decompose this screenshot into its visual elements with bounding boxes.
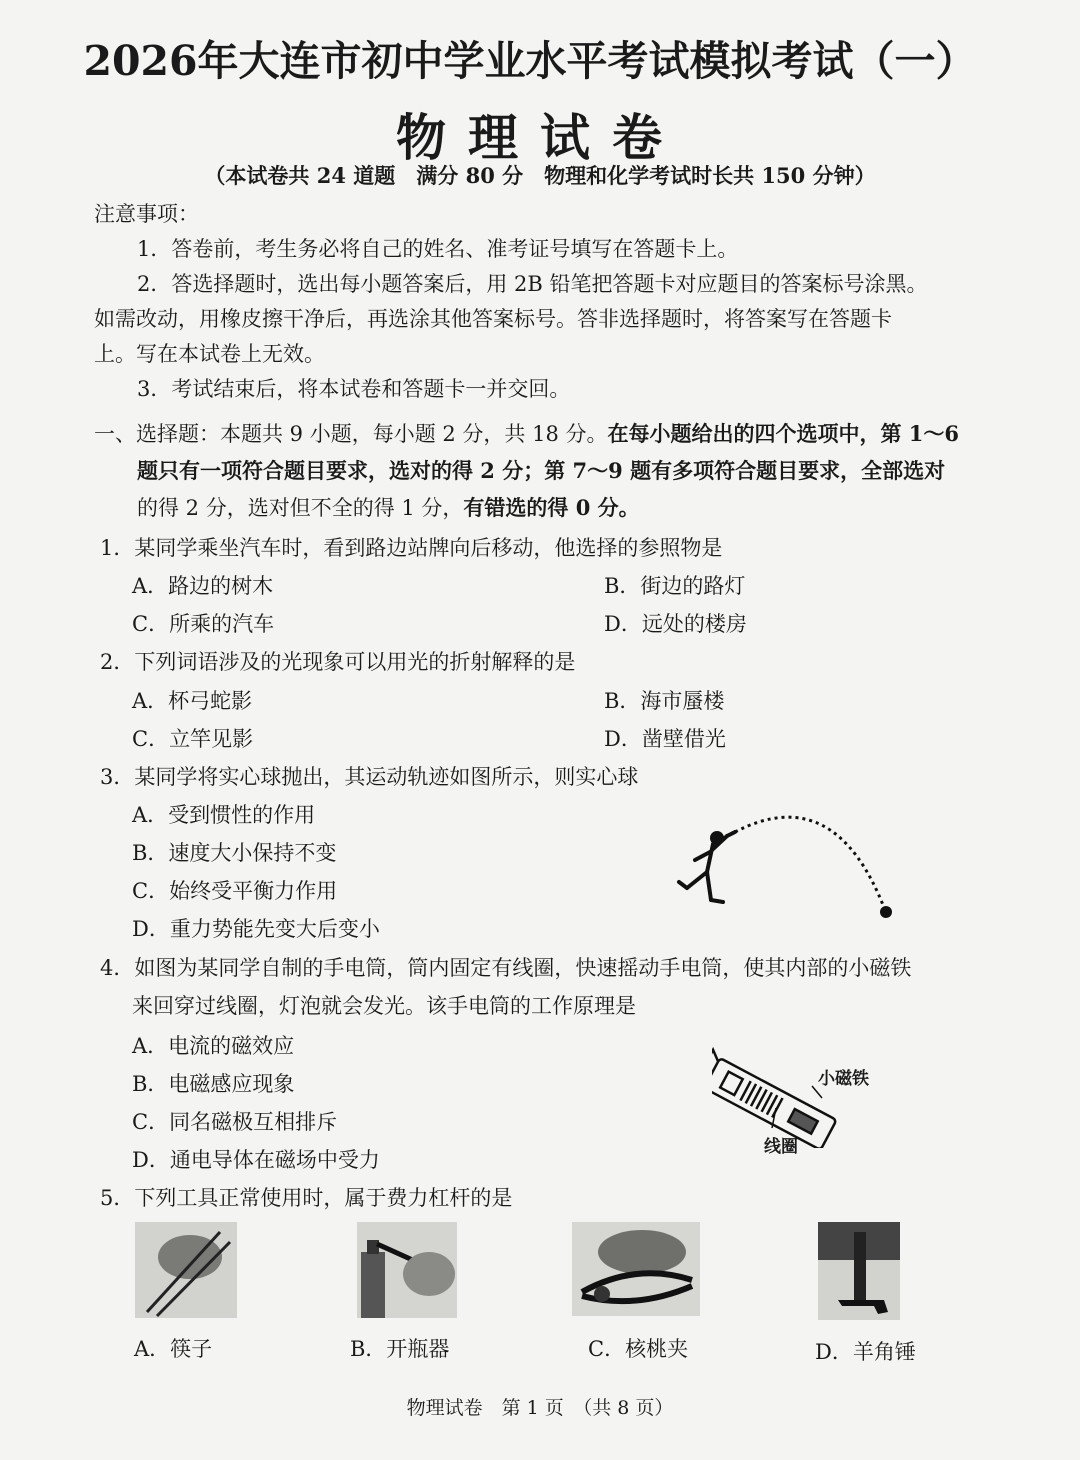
q4-option-c: C．同名磁极互相排斥 — [132, 1110, 338, 1134]
section-line-3 — [137, 492, 640, 522]
q5-option-a: A．筷子 — [134, 1337, 213, 1361]
q3-option-d: D．重力势能先变大后变小 — [132, 917, 380, 941]
thrower-figure — [679, 832, 735, 902]
section-rest: 在每小题给出的四个选项中，第 1～6 — [607, 421, 960, 446]
bottle-opener-image — [357, 1222, 457, 1318]
q5-option-b: B．开瓶器 — [350, 1337, 450, 1361]
exam-info: （本试卷共 24 道题 满分 80 分 物理和化学考试时长共 150 分钟） — [204, 163, 876, 188]
notes-heading: 注意事项： — [94, 202, 199, 226]
q4-stem-1: 4．如图为某同学自制的手电筒，筒内固定有线圈，快速摇动手电筒，使其内部的小磁铁 — [100, 956, 912, 980]
q4-option-b: B．电磁感应现象 — [132, 1072, 295, 1096]
label-magnet: 小磁铁 — [818, 1069, 869, 1089]
ball — [880, 906, 892, 918]
q3-option-c: C．始终受平衡力作用 — [132, 879, 338, 903]
section-line-3b: 有错选的得 0 分。 — [463, 495, 640, 520]
q1-stem: 1．某同学乘坐汽车时，看到路边站牌向后移动，他选择的参照物是 — [100, 536, 723, 560]
section-line-2: 题只有一项符合题目要求，选对的得 2 分；第 7～9 题有多项符合题目要求，全部选对 — [137, 458, 946, 483]
q1-option-d: D．远处的楼房 — [604, 612, 747, 636]
label-coil: 线圈 — [764, 1137, 798, 1157]
q5-option-c: C．核桃夹 — [588, 1337, 689, 1361]
q3-option-a: A．受到惯性的作用 — [132, 803, 316, 827]
trajectory-dots — [735, 817, 885, 910]
nutcracker-image — [572, 1222, 700, 1316]
claw-hammer-image — [818, 1222, 900, 1320]
note-line-5: 3．考试结束后，将本试卷和答题卡一并交回。 — [137, 377, 571, 401]
page-footer: 物理试卷 第 1 页 （共 8 页） — [406, 1397, 674, 1419]
q4-option-d: D．通电导体在磁场中受力 — [132, 1148, 380, 1172]
section-line-3a: 的得 2 分，选对但不全的得 1 分， — [137, 496, 464, 520]
q3-option-b: B．速度大小保持不变 — [132, 841, 337, 865]
exam-title: 2026年大连市初中学业水平考试模拟考试（一） — [83, 37, 977, 85]
q2-option-c: C．立竿见影 — [132, 727, 254, 751]
q3-stem: 3．某同学将实心球抛出，其运动轨迹如图所示，则实心球 — [100, 765, 639, 789]
q5-option-d: D．羊角锤 — [815, 1340, 916, 1364]
q1-option-b: B．街边的路灯 — [604, 574, 746, 598]
q2-option-d: D．凿壁借光 — [604, 727, 726, 751]
q2-option-a: A．杯弓蛇影 — [132, 689, 253, 713]
note-line-4: 上。写在本试卷上无效。 — [94, 342, 325, 366]
note-line-2: 2．答选择题时，选出每小题答案后，用 2B 铅笔把答题卡对应题目的答案标号涂黑。 — [137, 272, 928, 296]
chopsticks-image — [135, 1222, 237, 1318]
q4-option-a: A．电流的磁效应 — [132, 1034, 295, 1058]
note-line-3: 如需改动，用橡皮擦干净后，再选涂其他答案标号。答非选择题时，将答案写在答题卡 — [94, 307, 892, 331]
q1-option-a: A．路边的树木 — [132, 574, 274, 598]
shot-put-trajectory-figure — [665, 810, 905, 925]
note-line-1: 1．答卷前，考生务必将自己的姓名、准考证号填写在答题卡上。 — [137, 237, 739, 261]
section-heading — [94, 418, 959, 448]
subject-title: 物理试卷 — [396, 108, 684, 167]
q1-option-c: C．所乘的汽车 — [132, 612, 275, 636]
q2-option-b: B．海市蜃楼 — [604, 689, 725, 713]
q4-stem-2: 来回穿过线圈，灯泡就会发光。该手电筒的工作原理是 — [132, 994, 636, 1018]
section-lead: 一、选择题：本题共 9 小题，每小题 2 分，共 18 分。 — [94, 422, 608, 446]
q2-stem: 2．下列词语涉及的光现象可以用光的折射解释的是 — [100, 650, 576, 674]
q5-stem: 5．下列工具正常使用时，属于费力杠杆的是 — [100, 1186, 513, 1210]
